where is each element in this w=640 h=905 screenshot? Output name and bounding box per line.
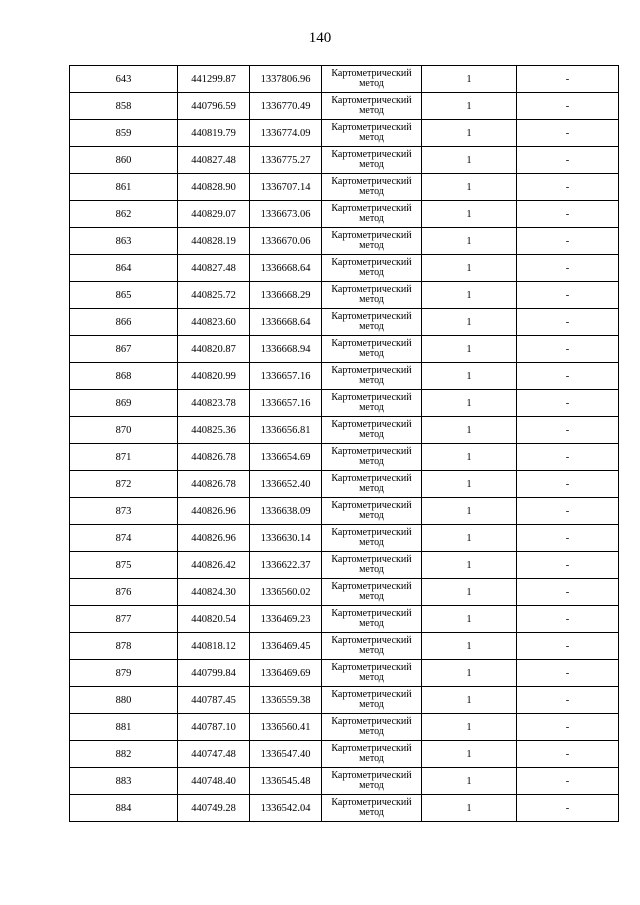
accuracy-cell: 1 [422,579,517,606]
note-cell: - [517,633,619,660]
x-coordinate-cell: 440820.87 [178,336,250,363]
accuracy-cell: 1 [422,336,517,363]
table-row [70,120,619,147]
method-cell: Картометрический метод [322,147,422,174]
y-coordinate-cell: 1336673.06 [250,201,322,228]
note-cell: - [517,714,619,741]
note-cell: - [517,525,619,552]
method-cell: Картометрический метод [322,417,422,444]
y-coordinate-cell: 1336770.49 [250,93,322,120]
y-coordinate-cell: 1336638.09 [250,498,322,525]
table-row [70,525,619,552]
accuracy-cell: 1 [422,444,517,471]
method-cell: Картометрический метод [322,282,422,309]
point-number-cell: 869 [70,390,178,417]
x-coordinate-cell: 440825.36 [178,417,250,444]
x-coordinate-cell: 440827.48 [178,147,250,174]
accuracy-cell: 1 [422,552,517,579]
method-cell: Картометрический метод [322,471,422,498]
table-row [70,606,619,633]
x-coordinate-cell: 440828.19 [178,228,250,255]
table-row [70,741,619,768]
accuracy-cell: 1 [422,741,517,768]
accuracy-cell: 1 [422,228,517,255]
table-row [70,660,619,687]
note-cell: - [517,417,619,444]
point-number-cell: 880 [70,687,178,714]
method-cell: Картометрический метод [322,363,422,390]
method-cell: Картометрический метод [322,444,422,471]
table-row [70,795,619,822]
method-cell: Картометрический метод [322,741,422,768]
method-cell: Картометрический метод [322,120,422,147]
y-coordinate-cell: 1336774.09 [250,120,322,147]
note-cell: - [517,579,619,606]
table-row [70,336,619,363]
method-cell: Картометрический метод [322,498,422,525]
x-coordinate-cell: 440796.59 [178,93,250,120]
accuracy-cell: 1 [422,147,517,174]
note-cell: - [517,687,619,714]
point-number-cell: 873 [70,498,178,525]
method-cell: Картометрический метод [322,255,422,282]
point-number-cell: 876 [70,579,178,606]
point-number-cell: 866 [70,309,178,336]
x-coordinate-cell: 440787.10 [178,714,250,741]
table-row [70,444,619,471]
y-coordinate-cell: 1336707.14 [250,174,322,201]
table-row [70,228,619,255]
x-coordinate-cell: 440824.30 [178,579,250,606]
note-cell: - [517,120,619,147]
accuracy-cell: 1 [422,120,517,147]
note-cell: - [517,174,619,201]
accuracy-cell: 1 [422,687,517,714]
x-coordinate-cell: 440826.42 [178,552,250,579]
y-coordinate-cell: 1336775.27 [250,147,322,174]
table-row [70,282,619,309]
x-coordinate-cell: 440826.78 [178,471,250,498]
y-coordinate-cell: 1336542.04 [250,795,322,822]
accuracy-cell: 1 [422,390,517,417]
x-coordinate-cell: 440748.40 [178,768,250,795]
note-cell: - [517,309,619,336]
point-number-cell: 870 [70,417,178,444]
accuracy-cell: 1 [422,498,517,525]
note-cell: - [517,606,619,633]
y-coordinate-cell: 1336668.64 [250,255,322,282]
accuracy-cell: 1 [422,795,517,822]
point-number-cell: 881 [70,714,178,741]
x-coordinate-cell: 440818.12 [178,633,250,660]
note-cell: - [517,741,619,768]
y-coordinate-cell: 1336656.81 [250,417,322,444]
accuracy-cell: 1 [422,714,517,741]
note-cell: - [517,228,619,255]
coordinates-table-body [70,66,619,822]
note-cell: - [517,498,619,525]
method-cell: Картометрический метод [322,660,422,687]
x-coordinate-cell: 440819.79 [178,120,250,147]
y-coordinate-cell: 1337806.96 [250,66,322,93]
point-number-cell: 872 [70,471,178,498]
table-row [70,417,619,444]
note-cell: - [517,660,619,687]
point-number-cell: 879 [70,660,178,687]
point-number-cell: 858 [70,93,178,120]
x-coordinate-cell: 441299.87 [178,66,250,93]
x-coordinate-cell: 440820.99 [178,363,250,390]
y-coordinate-cell: 1336670.06 [250,228,322,255]
table-row [70,309,619,336]
x-coordinate-cell: 440826.96 [178,525,250,552]
point-number-cell: 863 [70,228,178,255]
note-cell: - [517,93,619,120]
method-cell: Картометрический метод [322,552,422,579]
x-coordinate-cell: 440828.90 [178,174,250,201]
point-number-cell: 864 [70,255,178,282]
coordinates-table [69,65,619,822]
x-coordinate-cell: 440799.84 [178,660,250,687]
method-cell: Картометрический метод [322,795,422,822]
table-row [70,174,619,201]
note-cell: - [517,336,619,363]
y-coordinate-cell: 1336560.41 [250,714,322,741]
table-row [70,687,619,714]
note-cell: - [517,552,619,579]
accuracy-cell: 1 [422,309,517,336]
table-row [70,66,619,93]
point-number-cell: 878 [70,633,178,660]
point-number-cell: 868 [70,363,178,390]
accuracy-cell: 1 [422,525,517,552]
note-cell: - [517,363,619,390]
table-row [70,93,619,120]
y-coordinate-cell: 1336630.14 [250,525,322,552]
y-coordinate-cell: 1336622.37 [250,552,322,579]
accuracy-cell: 1 [422,660,517,687]
x-coordinate-cell: 440829.07 [178,201,250,228]
method-cell: Картометрический метод [322,633,422,660]
table-row [70,390,619,417]
x-coordinate-cell: 440747.48 [178,741,250,768]
point-number-cell: 882 [70,741,178,768]
note-cell: - [517,471,619,498]
table-row [70,147,619,174]
y-coordinate-cell: 1336654.69 [250,444,322,471]
point-number-cell: 877 [70,606,178,633]
method-cell: Картометрический метод [322,525,422,552]
x-coordinate-cell: 440749.28 [178,795,250,822]
y-coordinate-cell: 1336657.16 [250,363,322,390]
y-coordinate-cell: 1336559.38 [250,687,322,714]
note-cell: - [517,255,619,282]
point-number-cell: 883 [70,768,178,795]
table-row [70,471,619,498]
note-cell: - [517,390,619,417]
table-row [70,552,619,579]
method-cell: Картометрический метод [322,390,422,417]
y-coordinate-cell: 1336668.29 [250,282,322,309]
accuracy-cell: 1 [422,417,517,444]
point-number-cell: 875 [70,552,178,579]
x-coordinate-cell: 440823.60 [178,309,250,336]
accuracy-cell: 1 [422,201,517,228]
point-number-cell: 874 [70,525,178,552]
table-row [70,633,619,660]
table-row [70,768,619,795]
method-cell: Картометрический метод [322,687,422,714]
x-coordinate-cell: 440825.72 [178,282,250,309]
accuracy-cell: 1 [422,633,517,660]
accuracy-cell: 1 [422,471,517,498]
accuracy-cell: 1 [422,363,517,390]
note-cell: - [517,201,619,228]
y-coordinate-cell: 1336469.45 [250,633,322,660]
note-cell: - [517,444,619,471]
point-number-cell: 862 [70,201,178,228]
y-coordinate-cell: 1336560.02 [250,579,322,606]
x-coordinate-cell: 440787.45 [178,687,250,714]
accuracy-cell: 1 [422,282,517,309]
table-row [70,363,619,390]
note-cell: - [517,66,619,93]
point-number-cell: 643 [70,66,178,93]
point-number-cell: 867 [70,336,178,363]
y-coordinate-cell: 1336668.64 [250,309,322,336]
point-number-cell: 865 [70,282,178,309]
note-cell: - [517,147,619,174]
table-row [70,255,619,282]
table-row [70,498,619,525]
point-number-cell: 860 [70,147,178,174]
accuracy-cell: 1 [422,93,517,120]
point-number-cell: 861 [70,174,178,201]
method-cell: Картометрический метод [322,768,422,795]
point-number-cell: 859 [70,120,178,147]
y-coordinate-cell: 1336652.40 [250,471,322,498]
y-coordinate-cell: 1336547.40 [250,741,322,768]
x-coordinate-cell: 440823.78 [178,390,250,417]
method-cell: Картометрический метод [322,228,422,255]
note-cell: - [517,768,619,795]
method-cell: Картометрический метод [322,66,422,93]
x-coordinate-cell: 440820.54 [178,606,250,633]
method-cell: Картометрический метод [322,336,422,363]
accuracy-cell: 1 [422,174,517,201]
method-cell: Картометрический метод [322,579,422,606]
note-cell: - [517,282,619,309]
method-cell: Картометрический метод [322,201,422,228]
point-number-cell: 884 [70,795,178,822]
x-coordinate-cell: 440827.48 [178,255,250,282]
accuracy-cell: 1 [422,606,517,633]
x-coordinate-cell: 440826.96 [178,498,250,525]
method-cell: Картометрический метод [322,93,422,120]
accuracy-cell: 1 [422,768,517,795]
y-coordinate-cell: 1336469.69 [250,660,322,687]
method-cell: Картометрический метод [322,606,422,633]
accuracy-cell: 1 [422,66,517,93]
method-cell: Картометрический метод [322,174,422,201]
accuracy-cell: 1 [422,255,517,282]
y-coordinate-cell: 1336545.48 [250,768,322,795]
note-cell: - [517,795,619,822]
point-number-cell: 871 [70,444,178,471]
method-cell: Картометрический метод [322,309,422,336]
y-coordinate-cell: 1336668.94 [250,336,322,363]
y-coordinate-cell: 1336469.23 [250,606,322,633]
x-coordinate-cell: 440826.78 [178,444,250,471]
table-row [70,579,619,606]
table-row [70,201,619,228]
page-number: 140 [308,30,332,46]
method-cell: Картометрический метод [322,714,422,741]
table-row [70,714,619,741]
y-coordinate-cell: 1336657.16 [250,390,322,417]
